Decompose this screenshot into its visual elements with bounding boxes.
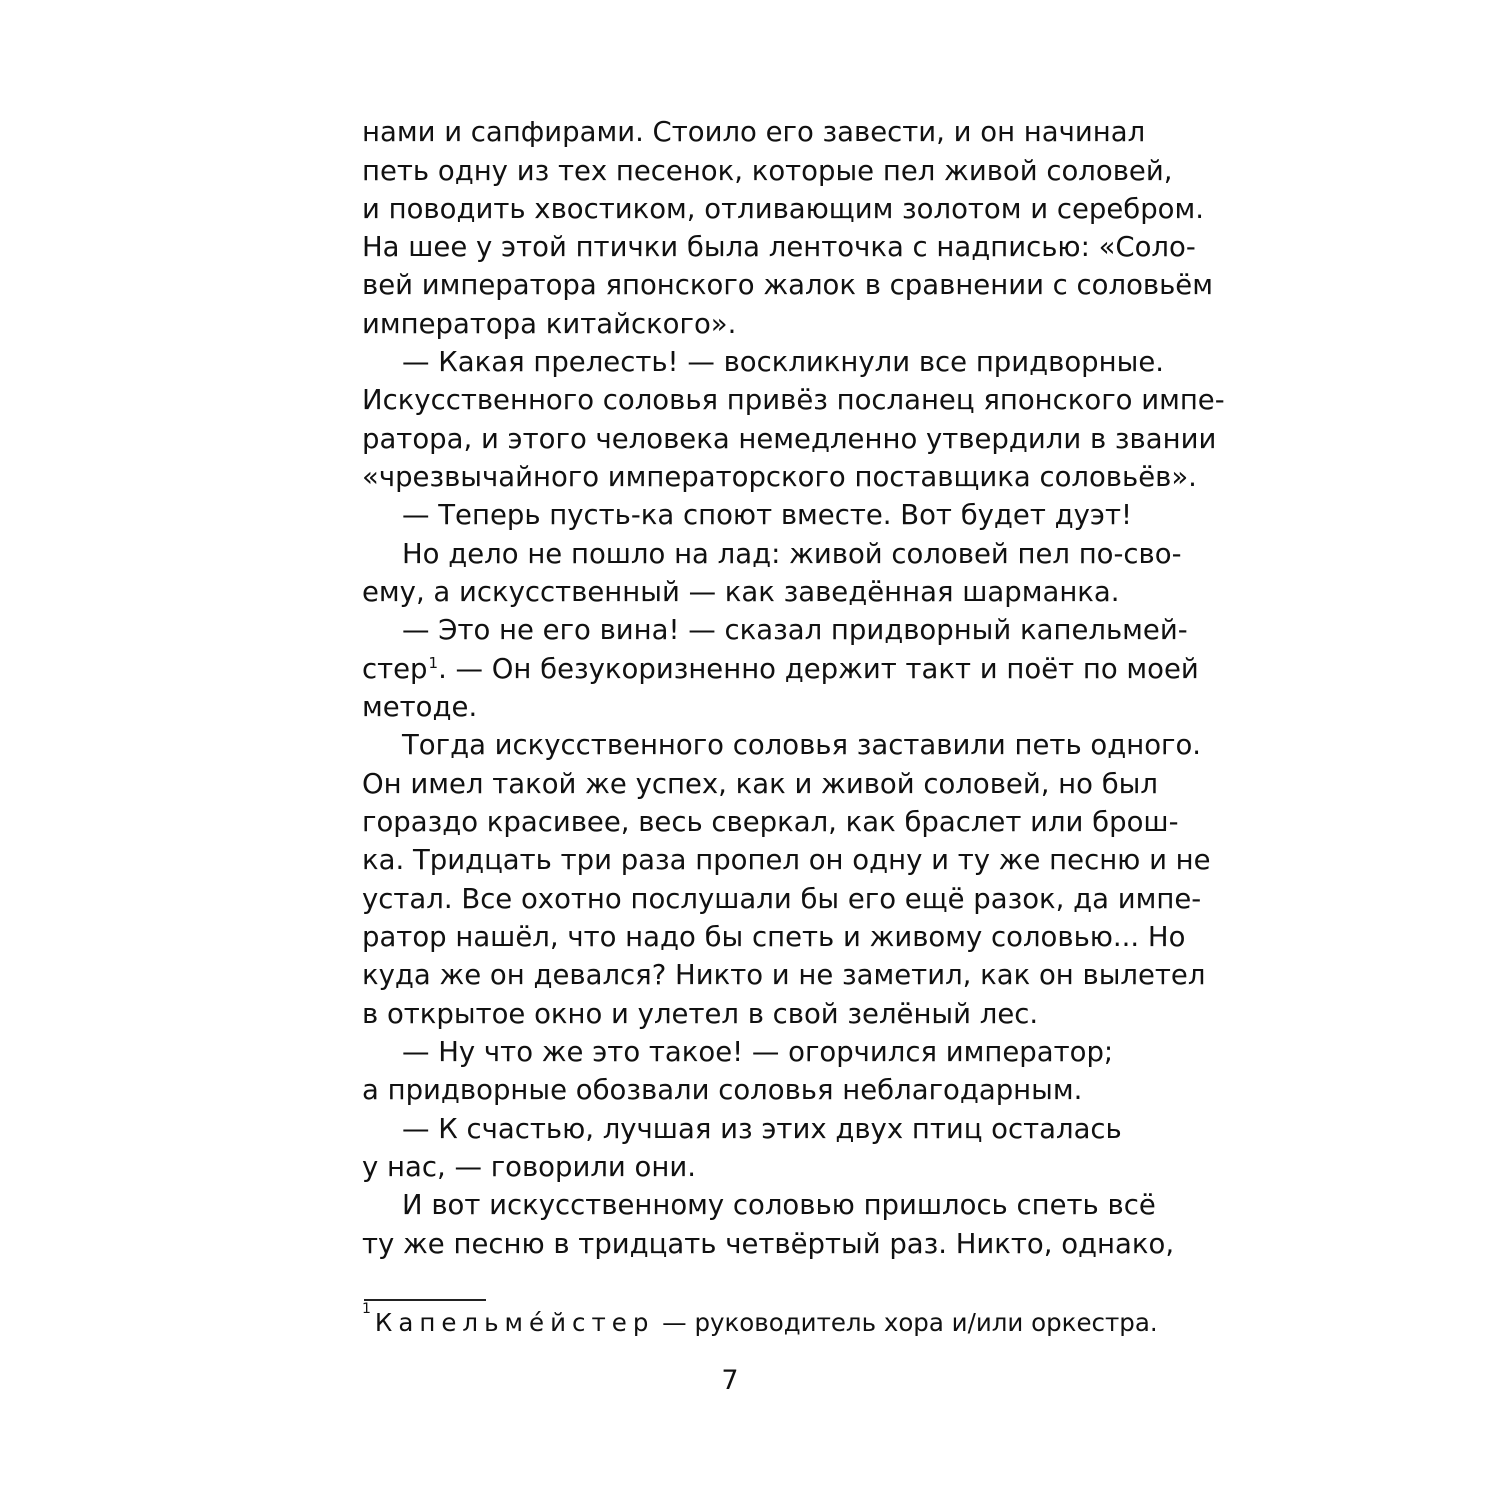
text-line: гораздо красивее, весь сверкал, как браслет или брош- bbox=[362, 806, 1179, 838]
text-fragment: стер bbox=[362, 653, 428, 685]
text-line: ту же песню в тридцать четвёртый раз. Никто, однако, bbox=[362, 1228, 1175, 1260]
text-line: Он имел такой же успех, как и живой соловей, но был bbox=[362, 768, 1158, 800]
text-line: а придворные обозвали соловья неблагодарным. bbox=[362, 1074, 1083, 1106]
text-line: — К счастью, лучшая из этих двух птиц осталась bbox=[402, 1113, 1122, 1145]
footnote-divider bbox=[364, 1299, 486, 1301]
text-line: — Это не его вина! — сказал придворный капельмей- bbox=[402, 614, 1188, 646]
text-line: в открытое окно и улетел в свой зелёный лес. bbox=[362, 998, 1039, 1030]
text-line: Тогда искусственного соловья заставили петь одного. bbox=[402, 729, 1202, 761]
text-line: ка. Тридцать три раза пропел он одну и ту же песню и не bbox=[362, 844, 1211, 876]
text-line: петь одну из тех песенок, которые пел живой соловей, bbox=[362, 155, 1173, 187]
text-line: ратор нашёл, что надо бы спеть и живому соловью... Но bbox=[362, 921, 1186, 953]
text-fragment: . — Он безукоризненно держит такт и поёт по моей bbox=[438, 653, 1199, 685]
footnote-number: 1 bbox=[362, 1300, 371, 1317]
page-number: 7 bbox=[721, 1365, 739, 1396]
text-line: устал. Все охотно послушали бы его ещё разок, да импе- bbox=[362, 883, 1202, 915]
text-line: — Ну что же это такое! — огорчился император; bbox=[402, 1036, 1114, 1068]
text-line: ратора, и этого человека немедленно утвердили в звании bbox=[362, 423, 1217, 455]
footnote-marker: 1 bbox=[428, 654, 439, 672]
text-line: — Какая прелесть! — воскликнули все придворные. bbox=[402, 346, 1164, 378]
text-line: и поводить хвостиком, отливающим золотом и серебром. bbox=[362, 193, 1204, 225]
text-line: И вот искусственному соловью пришлось спеть всё bbox=[402, 1189, 1156, 1221]
text-line: куда же он девался? Никто и не заметил, как он вылетел bbox=[362, 959, 1206, 991]
text-line: у нас, — говорили они. bbox=[362, 1151, 696, 1183]
text-line: методе. bbox=[362, 691, 478, 723]
text-line: «чрезвычайного императорского поставщика соловьёв». bbox=[362, 461, 1197, 493]
footnote-term: Капельме́йстер bbox=[374, 1308, 655, 1337]
text-line: вей императора японского жалок в сравнении с соловьём bbox=[362, 269, 1213, 301]
footnote bbox=[362, 1300, 1158, 1341]
text-line: ему, а искусственный — как заведённая шарманка. bbox=[362, 576, 1120, 608]
text-line: Но дело не пошло на лад: живой соловей пел по-сво- bbox=[402, 538, 1182, 570]
text-line-with-footnote bbox=[362, 650, 1199, 688]
text-line: — Теперь пусть-ка споют вместе. Вот будет дуэт! bbox=[402, 499, 1133, 531]
text-line: На шее у этой птички была ленточка с надписью: «Соло- bbox=[362, 231, 1196, 263]
footnote-definition: — руководитель хора и/или оркестра. bbox=[662, 1308, 1158, 1337]
text-line: Искусственного соловья привёз посланец японского импе- bbox=[362, 384, 1225, 416]
text-line: императора китайского». bbox=[362, 308, 737, 340]
text-line: нами и сапфирами. Стоило его завести, и он начинал bbox=[362, 116, 1146, 148]
